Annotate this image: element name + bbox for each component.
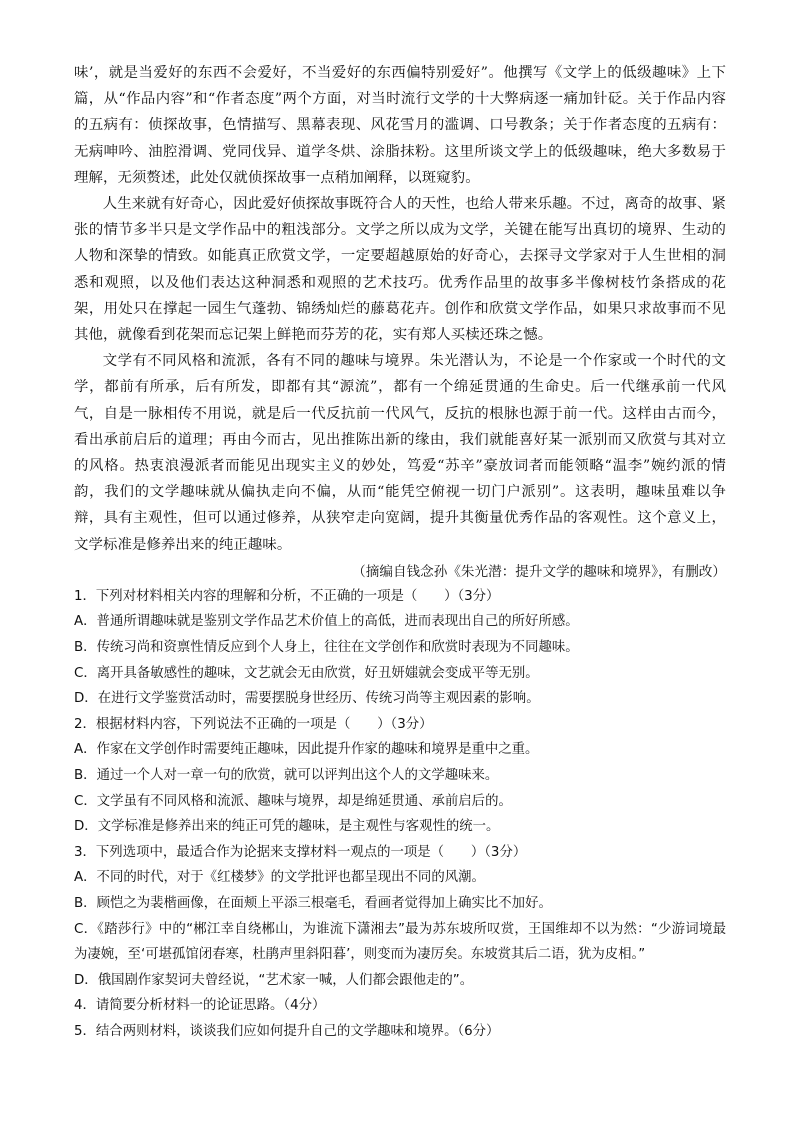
option-d: D．文学标准是修养出来的纯正可凭的趣味，是主观性与客观性的统一。 <box>74 819 500 835</box>
option-b: B．通过一个人对一章一句的欣赏，就可以评判出这个人的文学趣味来。 <box>74 768 499 784</box>
option-a: A．普通所谓趣味就是鉴别文学作品艺术价值上的高低，进而表现出自己的所好所感。 <box>74 614 579 630</box>
question-stem: 1．下列对材料相关内容的理解和分析，不正确的一项是（ ）（3分） <box>74 588 500 604</box>
exam-page <box>74 60 726 1045</box>
reading-passage <box>74 60 726 584</box>
question-2 <box>74 712 726 840</box>
question-stem: 4．请简要分析材料一的论证思路。（4分） <box>74 998 326 1014</box>
option-c: C．文学虽有不同风格和流派、趣味与境界，却是绵延贯通、承前启后的。 <box>74 793 512 809</box>
question-5 <box>74 1019 726 1045</box>
passage-paragraph-2: 人生来就有好奇心，因此爱好侦探故事既符合人的天性，也给人带来乐趣。不过，离奇的故事、紧张的情节多半只是文学作品中的粗浅部分。文学之所以成为文学，关键在能写出真切的境界、生动的人物和深挚的情致。如能真正欣赏文学，一定要超越原始的好奇心，去探寻文学家对于人生世相的洞悉和观照，以及他们表达这种洞悉和观照的艺术技巧。优秀作品里的故事多半像树枝竹条搭成的花架，用处只在撑起一园生气蓬勃、锦绣灿烂的藤葛花卉。创作和欣赏文学作品，如果只求故事而不见其他，就像看到花架而忘记架上鲜艳而芬芳的花，实有郑人买椟还珠之憾。 <box>74 196 726 344</box>
question-stem: 5．结合两则材料，谈谈我们应如何提升自己的文学趣味和境界。（6分） <box>74 1023 500 1039</box>
option-a: A．不同的时代，对于《红楼梦》的文学批评也都呈现出不同的风潮。 <box>74 870 485 886</box>
question-1 <box>74 584 726 712</box>
source-citation: （摘编自钱念孙《朱光潜：提升文学的趣味和境界》，有删改） <box>352 563 726 580</box>
passage-paragraph-3: 文学有不同风格和流派，各有不同的趣味与境界。朱光潜认为，不论是一个作家或一个时代的文学，都前有所承，后有所发，即都有其“源流”，都有一个绵延贯通的生命史。后一代继承前一代风气，自是一脉相传不用说，就是后一代反抗前一代风气，反抗的根脉也源于前一代。这样由古而今，看出承前启后的道理；再由今而古，见出推陈出新的缘由，我们就能喜好某一派别而又欣赏与其对立的风格。热衷浪漫派者而能见出现实主义的妙处，笃爱“苏辛”豪放词者而能领略“温李”婉约派的情韵，我们的文学趣味就从偏执走向不偏，从而“能凭空俯视一切门户派别”。这表明，趣味虽难以争辩，具有主观性，但可以通过修养，从狭窄走向宽阔，提升其衡量优秀作品的客观性。这个意义上，文学标准是修养出来的纯正趣味。 <box>74 353 726 553</box>
question-list <box>74 584 726 1045</box>
option-c: C．《踏莎行》中的“郴江幸自绕郴山，为谁流下潇湘去”最为苏东坡所叹赏，王国维却不以为然：“少游词境最为凄婉，至‘可堪孤馆闭春寒，杜鹃声里斜阳暮’，则变而为凄厉矣。东坡赏其后二语，犹为皮相。” <box>74 921 726 963</box>
option-c: C．离开具备敏感性的趣味，文艺就会无由欣赏，好丑妍媸就会变成平等无别。 <box>74 665 539 681</box>
option-b: B．传统习尚和资禀性情反应到个人身上，往往在文学创作和欣赏时表现为不同趣味。 <box>74 640 579 656</box>
option-d: D．在进行文学鉴赏活动时，需要摆脱身世经历、传统习尚等主观因素的影响。 <box>74 691 540 707</box>
question-3 <box>74 840 726 994</box>
option-b: B．顾恺之为裴楷画像，在面颊上平添三根毫毛，看画者觉得加上确实比不加好。 <box>74 895 552 911</box>
option-a: A．作家在文学创作时需要纯正趣味，因此提升作家的趣味和境界是重中之重。 <box>74 742 539 758</box>
question-4 <box>74 993 726 1019</box>
option-d: D．俄国剧作家契诃夫曾经说，“艺术家一喊，人们都会跟他走的”。 <box>74 972 474 988</box>
passage-paragraph-1: 味’，就是当爱好的东西不会爱好，不当爱好的东西偏特别爱好”。他撰写《文学上的低级趣味》上下篇，从“作品内容”和“作者态度”两个方面，对当时流行文学的十大弊病逐一痛加针砭。关于作品内容的五病有：侦探故事，色情描写、黑幕表现、风花雪月的滥调、口号教条；关于作者态度的五病有：无病呻吟、油腔滑调、党同伐异、道学冬烘、涂脂抹粉。这里所谈文学上的低级趣味，绝大多数易于理解，无须赘述，此处仅就侦探故事一点稍加阐释，以斑窥豹。 <box>74 65 726 186</box>
question-stem: 2．根据材料内容，下列说法不正确的一项是（ ）（3分） <box>74 716 433 732</box>
question-stem: 3．下列选项中，最适合作为论据来支撑材料一观点的一项是（ ）（3分） <box>74 844 527 860</box>
